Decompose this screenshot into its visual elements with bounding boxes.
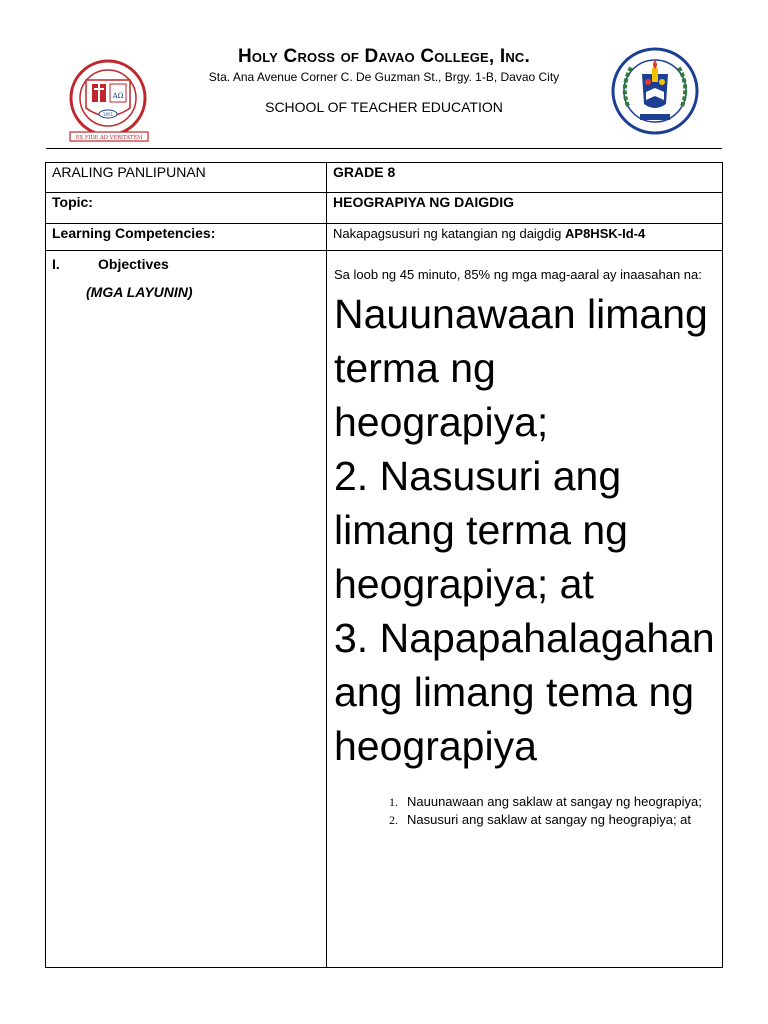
college-address: Sta. Ana Avenue Corner C. De Guzman St., Brgy. 1-B, Davao City	[208, 70, 560, 84]
list-item: 1. Nauunawaan ang saklaw at sangay ng heograpiya;	[401, 793, 715, 811]
objective-item: Nauunawaan limang terma ng heograpiya;	[334, 291, 708, 445]
table-row	[46, 224, 723, 251]
objectives-large-text	[327, 287, 722, 773]
table-row	[46, 251, 723, 968]
document-header	[0, 0, 768, 150]
competency-code: AP8HSK-Id-4	[565, 226, 646, 241]
topic-label: Topic:	[52, 194, 93, 210]
svg-text:EX FIDE AD VERITATEM: EX FIDE AD VERITATEM	[75, 135, 143, 141]
teacher-education-seal-icon	[610, 46, 700, 136]
objectives-list	[327, 793, 715, 829]
school-name: SCHOOL OF TEACHER EDUCATION	[265, 99, 503, 115]
table-row	[46, 193, 723, 224]
subject-label: ARALING PANLIPUNAN	[52, 164, 206, 180]
objectives-sublabel: (MGA LAYUNIN)	[86, 284, 193, 300]
svg-text:1951: 1951	[102, 112, 114, 117]
lesson-plan-table	[45, 162, 723, 968]
grade-value: GRADE 8	[333, 164, 396, 180]
objectives-label: Objectives	[98, 256, 169, 272]
competencies-value	[327, 224, 722, 244]
objective-item: 3. Napapahalagahan ang limang tema ng heograpiya	[334, 615, 715, 769]
objectives-number: I.	[52, 256, 60, 272]
college-name: Holy Cross of Davao College, Inc.	[238, 46, 530, 67]
header-divider	[46, 148, 722, 149]
competencies-label: Learning Competencies:	[52, 225, 216, 241]
competency-text: Nakapagsusuri ng katangian ng daigdig	[333, 226, 562, 241]
objectives-intro: Sa loob ng 45 minuto, 85% ng mga mag-aaral ay inaasahan na:	[334, 267, 702, 282]
topic-value: HEOGRAPIYA NG DAIGDIG	[333, 194, 514, 210]
objective-item: 2. Nasusuri ang limang terma ng heograpiya; at	[334, 453, 628, 607]
objectives-heading	[46, 251, 326, 272]
table-row	[46, 163, 723, 193]
svg-text:AΩ: AΩ	[112, 92, 124, 100]
list-item: 2. Nasusuri ang saklaw at sangay ng heograpiya; at	[401, 811, 715, 829]
